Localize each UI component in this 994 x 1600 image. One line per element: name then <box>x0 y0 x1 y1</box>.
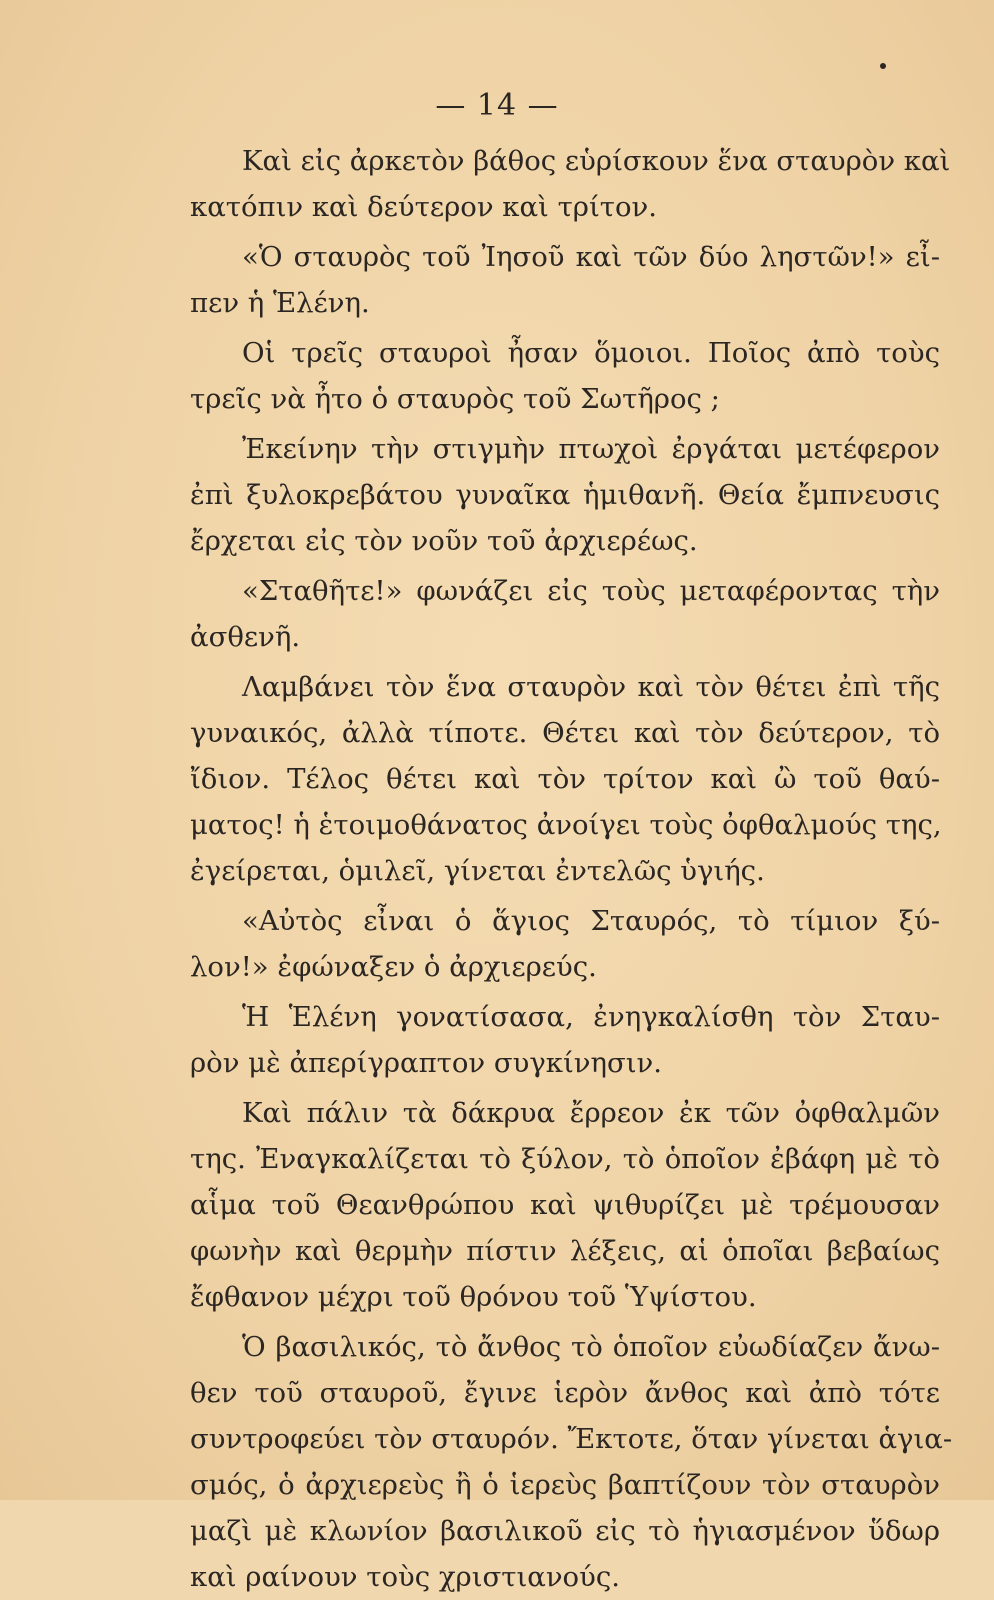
text-line: αἷμα τοῦ Θεανθρώπου καὶ ψιθυρίζει μὲ τρέμουσαν <box>190 1189 940 1221</box>
text-line: Οἱ τρεῖς σταυροὶ ἦσαν ὅμοιοι. Ποῖος ἀπὸ τοὺς <box>242 337 940 369</box>
page-number: — 14 — <box>435 88 559 123</box>
text-line: κατόπιν καὶ δεύτερον καὶ τρίτον. <box>190 191 657 223</box>
text-line: θεν τοῦ σταυροῦ, ἔγινε ἱερὸν ἄνθος καὶ ἀπὸ τότε <box>190 1377 940 1409</box>
text-line: «Σταθῆτε!» φωνάζει εἰς τοὺς μεταφέροντας τὴν <box>242 575 940 607</box>
text-line: ἔρχεται εἰς τὸν νοῦν τοῦ ἀρχιερέως. <box>190 525 698 557</box>
text-line: «Ὁ σταυρὸς τοῦ Ἰησοῦ καὶ τῶν δύο ληστῶν!» εἶ- <box>242 241 940 273</box>
paragraph <box>190 234 940 326</box>
text-line: Ὁ βασιλικός, τὸ ἄνθος τὸ ὁποῖον εὐωδίαζεν ἄνω- <box>242 1331 940 1363</box>
paragraph <box>190 568 940 660</box>
text-line: μαζὶ μὲ κλωνίον βασιλικοῦ εἰς τὸ ἡγιασμένον ὕδωρ <box>190 1515 940 1547</box>
text-line: πεν ἡ Ἑλένη. <box>190 287 370 319</box>
text-line: ἐγείρεται, ὁμιλεῖ, γίνεται ἐντελῶς ὑγιής. <box>190 855 765 887</box>
text-line: Ἐκείνην τὴν στιγμὴν πτωχοὶ ἐργάται μετέφερον <box>242 433 940 465</box>
text-line: σμός, ὁ ἀρχιερεὺς ἢ ὁ ἱερεὺς βαπτίζουν τὸν σταυρὸν <box>190 1469 940 1501</box>
text-line: ρὸν μὲ ἀπερίγραπτον συγκίνησιν. <box>190 1047 662 1079</box>
paragraph <box>190 138 951 230</box>
text-line: φωνὴν καὶ θερμὴν πίστιν λέξεις, αἱ ὁποῖαι βεβαίως <box>190 1235 940 1267</box>
paragraph <box>190 330 940 422</box>
paragraph <box>190 1090 940 1320</box>
paragraph <box>190 426 940 564</box>
paragraph <box>190 898 940 990</box>
paragraph <box>190 664 940 894</box>
text-line: λον!» ἐφώναξεν ὁ ἀρχιερεύς. <box>190 951 597 983</box>
text-line: ἀσθενῆ. <box>190 621 301 653</box>
text-line: Καὶ εἰς ἀρκετὸν βάθος εὑρίσκουν ἕνα σταυρὸν καὶ <box>242 145 951 177</box>
text-line: Λαμβάνει τὸν ἕνα σταυρὸν καὶ τὸν θέτει ἐπὶ τῆς <box>242 671 940 703</box>
text-line: ἴδιον. Τέλος θέτει καὶ τὸν τρίτον καὶ ὢ τοῦ θαύ- <box>190 763 940 795</box>
paragraph <box>190 994 940 1086</box>
text-line: ματος! ἡ ἑτοιμοθάνατος ἀνοίγει τοὺς ὀφθαλμούς της, <box>190 809 942 841</box>
body-text <box>190 138 953 1600</box>
text-line: ἐπὶ ξυλοκρεβάτου γυναῖκα ἡμιθανῆ. Θεία ἔμπνευσις <box>190 479 940 511</box>
text-line: Καὶ πάλιν τὰ δάκρυα ἔρρεον ἐκ τῶν ὀφθαλμῶν <box>242 1097 940 1129</box>
text-line: της. Ἐναγκαλίζεται τὸ ξύλον, τὸ ὁποῖον ἐβάφη μὲ τὸ <box>190 1143 940 1175</box>
text-line: Ἡ Ἑλένη γονατίσασα, ἐνηγκαλίσθη τὸν Σταυ- <box>242 1001 940 1033</box>
text-line: «Αὐτὸς εἶναι ὁ ἅγιος Σταυρός, τὸ τίμιον ξύ- <box>242 905 940 937</box>
text-line: συντροφεύει τὸν σταυρόν. Ἔκτοτε, ὅταν γίνεται ἁγια- <box>190 1423 953 1455</box>
text-line: καὶ ραίνουν τοὺς χριστιανούς. <box>190 1561 620 1593</box>
text-line: γυναικός, ἀλλὰ τίποτε. Θέτει καὶ τὸν δεύτερον, τὸ <box>190 717 940 749</box>
text-line: ἔφθανον μέχρι τοῦ θρόνου τοῦ Ὑψίστου. <box>190 1281 757 1313</box>
ink-speck <box>880 63 886 69</box>
paragraph <box>190 1324 953 1600</box>
text-line: τρεῖς νὰ ἦτο ὁ σταυρὸς τοῦ Σωτῆρος ; <box>190 383 720 415</box>
